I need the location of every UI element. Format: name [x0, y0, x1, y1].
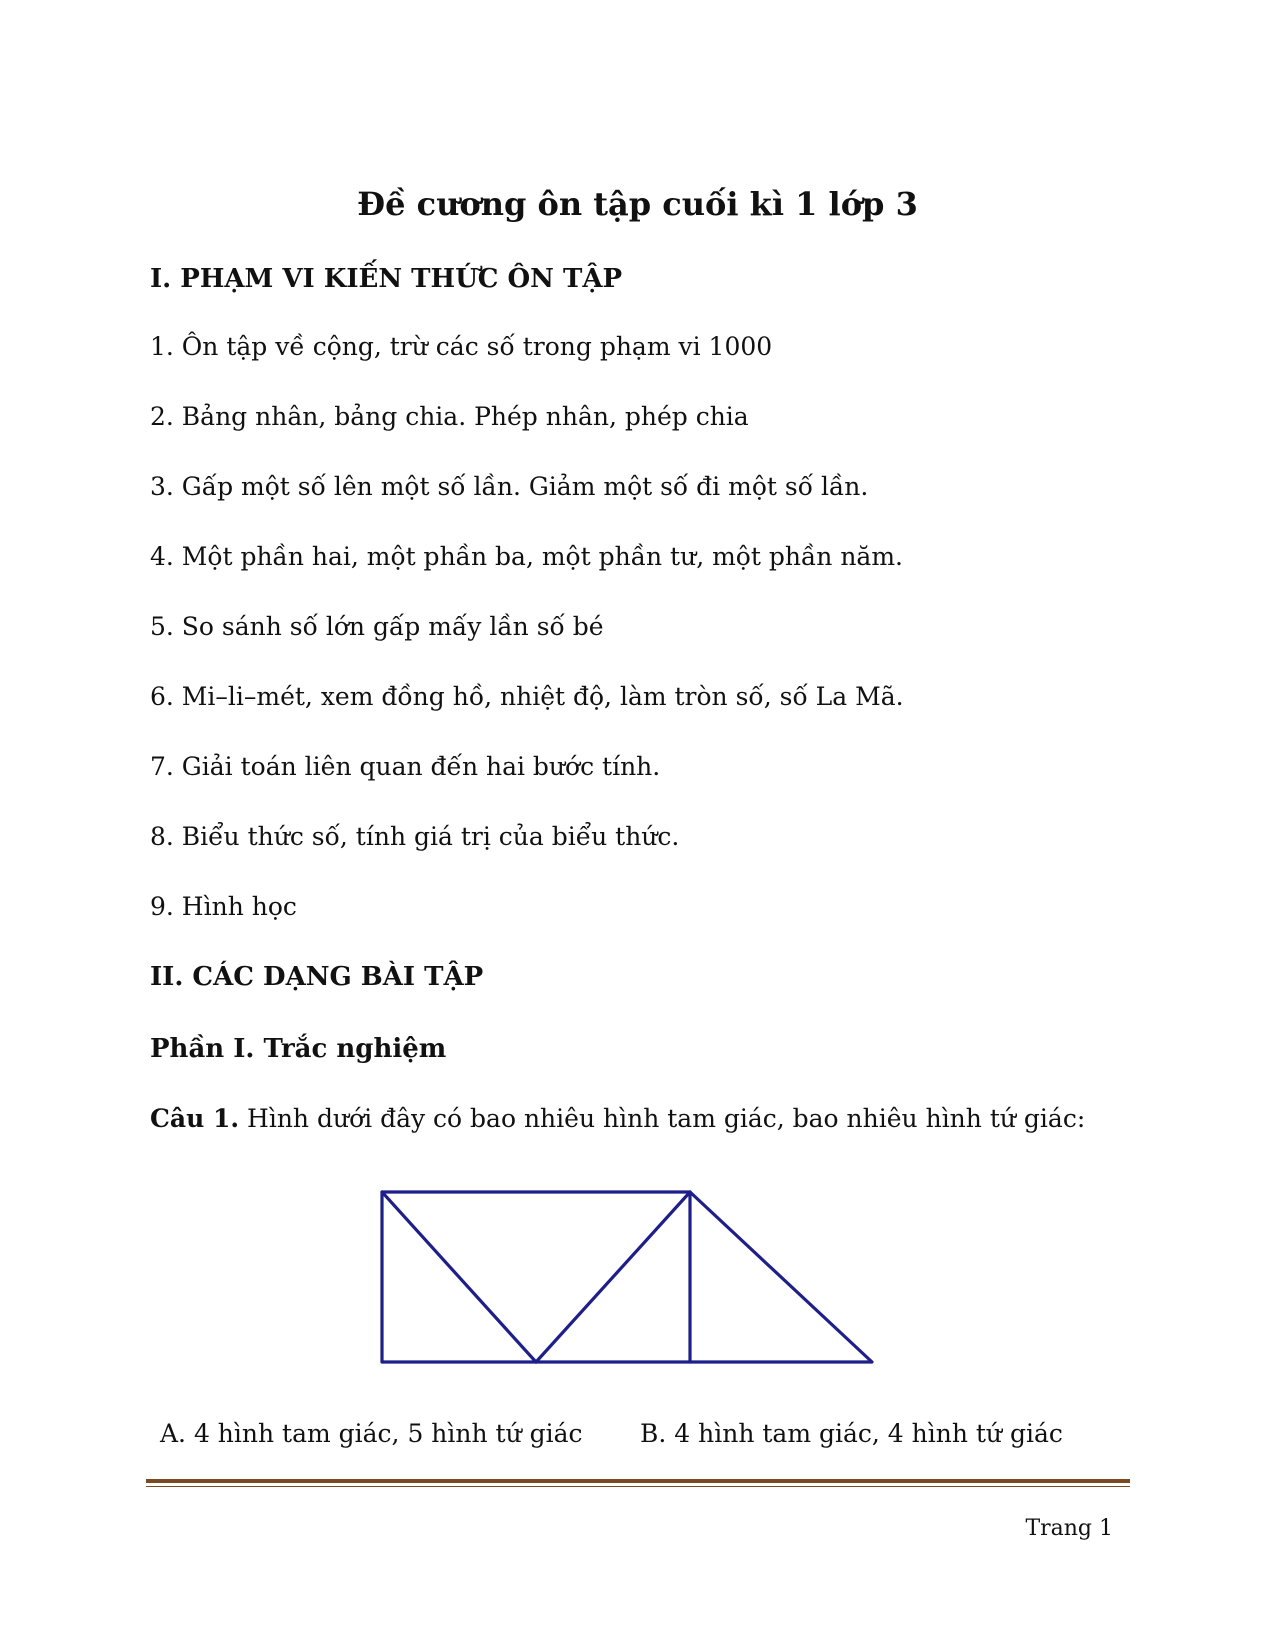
question-label: Câu 1. — [150, 1104, 240, 1133]
answer-option-b: B. 4 hình tam giác, 4 hình tứ giác — [640, 1419, 1063, 1448]
list-item: 4. Một phần hai, một phần ba, một phần tư, một phần năm. — [150, 542, 903, 571]
document-title: Đề cương ôn tập cuối kì 1 lớp 3 — [357, 185, 918, 223]
question-text: Hình dưới đây có bao nhiêu hình tam giác, bao nhiêu hình tứ giác: — [239, 1104, 1086, 1133]
figure-outline — [382, 1192, 872, 1362]
part-heading: Phần I. Trắc nghiệm — [150, 1034, 447, 1064]
geometry-figure — [380, 1190, 890, 1390]
list-item: 6. Mi–li–mét, xem đồng hồ, nhiệt độ, làm tròn số, số La Mã. — [150, 682, 904, 711]
section-heading-knowledge: I. PHẠM VI KIẾN THỨC ÔN TẬP — [150, 264, 623, 294]
footer-divider-thin — [146, 1486, 1130, 1487]
list-item: 5. So sánh số lớn gấp mấy lần số bé — [150, 612, 604, 641]
figure-diagonal-middle — [536, 1192, 690, 1362]
footer-divider — [146, 1479, 1130, 1483]
question-1 — [150, 1102, 1085, 1136]
section-heading-exercises: II. CÁC DẠNG BÀI TẬP — [150, 962, 484, 992]
list-item: 3. Gấp một số lên một số lần. Giảm một số đi một số lần. — [150, 472, 869, 501]
figure-diagonal-left — [382, 1192, 536, 1362]
list-item: 7. Giải toán liên quan đến hai bước tính. — [150, 752, 661, 781]
list-item: 2. Bảng nhân, bảng chia. Phép nhân, phép chia — [150, 402, 749, 431]
list-item: 9. Hình học — [150, 892, 297, 921]
list-item: 8. Biểu thức số, tính giá trị của biểu thức. — [150, 822, 680, 851]
list-item: 1. Ôn tập về cộng, trừ các số trong phạm vi 1000 — [150, 332, 773, 361]
page-number: Trang 1 — [1025, 1516, 1113, 1541]
answer-option-a: A. 4 hình tam giác, 5 hình tứ giác — [160, 1419, 583, 1448]
